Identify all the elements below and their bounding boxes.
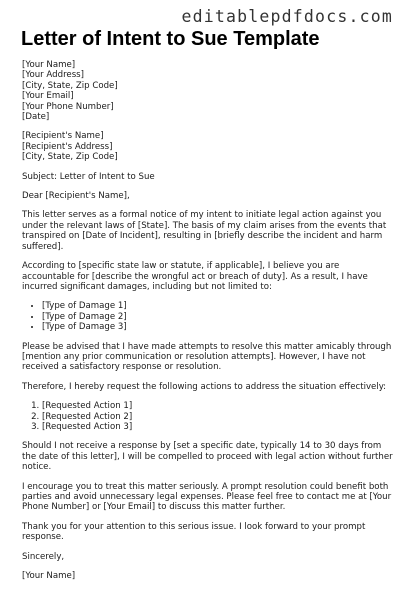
greeting: Dear [Recipient's Name],: [22, 191, 130, 202]
damages-list: [22, 301, 394, 332]
actions-list: [22, 401, 394, 432]
recipient-address: [Recipient's Address]: [22, 141, 113, 152]
paragraph-thanks: Thank you for your attention to this serious issue. I look forward to your prompt response.: [22, 521, 366, 543]
sender-city: [City, State, Zip Code]: [22, 80, 118, 91]
recipient-block: [22, 131, 394, 162]
letter-body: [22, 60, 394, 590]
list-item: 3. [Requested Action 3]: [42, 422, 394, 432]
paragraph-accountability: According to [specific state law or statute, if applicable], I believe you are accountable for [describe the wrongful act or breach of duty]. As a result, I have incurred significant damages, including but not limited to:: [22, 261, 368, 292]
recipient-city: [City, State, Zip Code]: [22, 152, 118, 163]
list-item: • [Type of Damage 2]: [42, 312, 394, 322]
watermark: editablepdfdocs.com: [181, 7, 393, 26]
page-title: Letter of Intent to Sue Template: [21, 28, 320, 50]
list-item: • [Type of Damage 1]: [42, 301, 394, 311]
list-item: • [Type of Damage 3]: [42, 322, 394, 332]
paragraph-encouragement: I encourage you to treat this matter seriously. A prompt resolution could benefit both parties and avoid unnecessary legal expenses. Please feel free to contact me at [Your Phone Number] or [Your Email] to discuss this matter further.: [22, 481, 392, 513]
sender-name: [Your Name]: [22, 60, 76, 70]
paragraph-request: Therefore, I hereby request the following actions to address the situation effectively:: [22, 381, 387, 392]
closing: Sincerely,: [22, 551, 65, 562]
paragraph-deadline: Should I not receive a response by [set a specific date, typically 14 to 30 days from the date of this letter], I will be compelled to proceed with legal action without further notice.: [22, 441, 393, 473]
signature: [Your Name]: [22, 571, 76, 582]
paragraph-intent: This letter serves as a formal notice of my intent to initiate legal action against you under the relevant laws of [State]. The basis of my claim arises from the events that transpired on [Date of Incident], resulting in [briefly describe the incident and harm suffered].: [22, 210, 387, 252]
sender-date: [Date]: [22, 112, 50, 123]
sender-address: [Your Address]: [22, 70, 85, 81]
list-item: 2. [Requested Action 2]: [42, 412, 394, 422]
sender-phone: [Your Phone Number]: [22, 101, 114, 112]
sender-block: [22, 60, 394, 122]
list-item: 1. [Requested Action 1]: [42, 401, 394, 411]
sender-email: [Your Email]: [22, 91, 74, 102]
paragraph-resolution-attempts: Please be advised that I have made attempts to resolve this matter amicably through [mention any prior communication or resolution attempts]. However, I have not received a satisfactory response or resolution.: [22, 341, 392, 373]
recipient-name: [Recipient's Name]: [22, 131, 104, 142]
subject-line: Subject: Letter of Intent to Sue: [22, 171, 155, 182]
